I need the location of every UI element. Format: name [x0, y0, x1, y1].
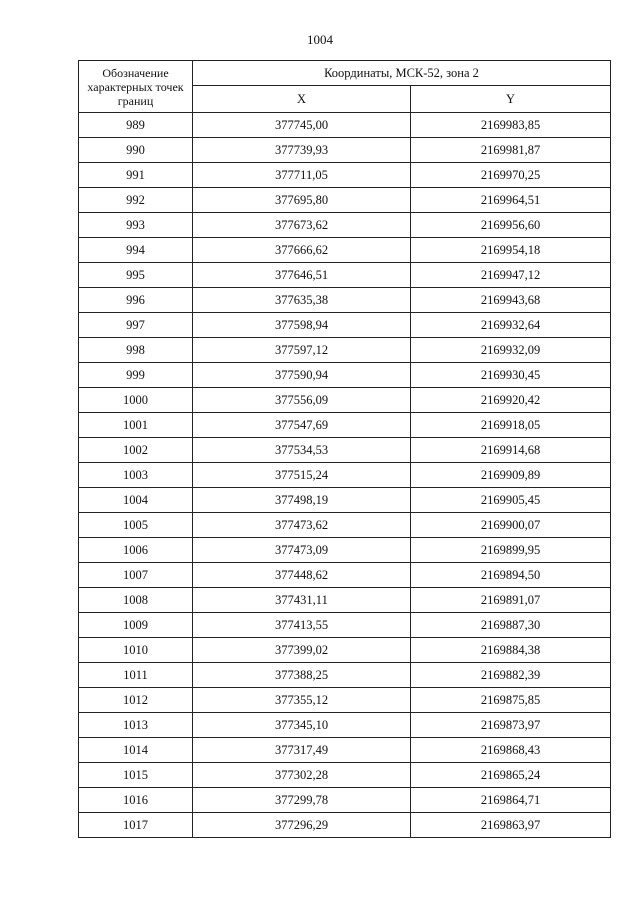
point-number-cell: 999	[79, 363, 193, 388]
y-coordinate-cell: 2169954,18	[411, 238, 611, 263]
point-number-cell: 991	[79, 163, 193, 188]
point-number-cell: 1004	[79, 488, 193, 513]
x-coordinate-cell: 377413,55	[193, 613, 411, 638]
y-coordinate-cell: 2169865,24	[411, 763, 611, 788]
y-coordinate-cell: 2169875,85	[411, 688, 611, 713]
point-number-cell: 990	[79, 138, 193, 163]
y-coordinate-cell: 2169932,64	[411, 313, 611, 338]
table-row	[79, 688, 611, 713]
x-coordinate-cell: 377666,62	[193, 238, 411, 263]
point-number-cell: 995	[79, 263, 193, 288]
table-row	[79, 338, 611, 363]
table-row	[79, 763, 611, 788]
y-coordinate-cell: 2169981,87	[411, 138, 611, 163]
x-coordinate-cell: 377399,02	[193, 638, 411, 663]
point-number-cell: 1015	[79, 763, 193, 788]
x-coordinate-cell: 377547,69	[193, 413, 411, 438]
point-number-cell: 1012	[79, 688, 193, 713]
point-number-cell: 1011	[79, 663, 193, 688]
table-row	[79, 313, 611, 338]
point-number-cell: 998	[79, 338, 193, 363]
x-coordinate-cell: 377355,12	[193, 688, 411, 713]
x-coordinate-cell: 377673,62	[193, 213, 411, 238]
table-row	[79, 638, 611, 663]
y-coordinate-cell: 2169920,42	[411, 388, 611, 413]
y-coordinate-cell: 2169891,07	[411, 588, 611, 613]
table-row	[79, 588, 611, 613]
y-coordinate-cell: 2169943,68	[411, 288, 611, 313]
y-coordinate-cell: 2169970,25	[411, 163, 611, 188]
x-coordinate-cell: 377515,24	[193, 463, 411, 488]
table-row	[79, 438, 611, 463]
y-coordinate-cell: 2169868,43	[411, 738, 611, 763]
table-row	[79, 463, 611, 488]
x-coordinate-cell: 377695,80	[193, 188, 411, 213]
x-coordinate-cell: 377556,09	[193, 388, 411, 413]
table-row	[79, 188, 611, 213]
x-coordinate-cell: 377317,49	[193, 738, 411, 763]
table-row	[79, 488, 611, 513]
y-coordinate-cell: 2169918,05	[411, 413, 611, 438]
y-coordinate-cell: 2169884,38	[411, 638, 611, 663]
table-row	[79, 363, 611, 388]
x-coordinate-cell: 377473,62	[193, 513, 411, 538]
table-row	[79, 138, 611, 163]
point-designation-header: Обозначение характерных точек границ	[79, 61, 193, 113]
table-row	[79, 388, 611, 413]
y-coordinate-cell: 2169930,45	[411, 363, 611, 388]
point-number-cell: 1000	[79, 388, 193, 413]
x-coordinate-cell: 377598,94	[193, 313, 411, 338]
x-coordinate-cell: 377739,93	[193, 138, 411, 163]
x-coordinate-cell: 377590,94	[193, 363, 411, 388]
point-number-cell: 1006	[79, 538, 193, 563]
table-row	[79, 213, 611, 238]
point-number-cell: 1007	[79, 563, 193, 588]
y-coordinate-cell: 2169863,97	[411, 813, 611, 838]
x-coordinate-cell: 377388,25	[193, 663, 411, 688]
table-row	[79, 513, 611, 538]
y-coordinate-cell: 2169887,30	[411, 613, 611, 638]
y-coordinate-cell: 2169983,85	[411, 113, 611, 138]
point-number-cell: 1003	[79, 463, 193, 488]
y-coordinate-cell: 2169864,71	[411, 788, 611, 813]
point-number-cell: 1016	[79, 788, 193, 813]
y-coordinate-cell: 2169914,68	[411, 438, 611, 463]
table-row	[79, 238, 611, 263]
y-column-header: Y	[411, 86, 611, 113]
x-coordinate-cell: 377597,12	[193, 338, 411, 363]
table-row	[79, 263, 611, 288]
x-coordinate-cell: 377473,09	[193, 538, 411, 563]
y-coordinate-cell: 2169873,97	[411, 713, 611, 738]
y-coordinate-cell: 2169956,60	[411, 213, 611, 238]
table-row	[79, 563, 611, 588]
table-row	[79, 813, 611, 838]
point-number-cell: 993	[79, 213, 193, 238]
x-coordinate-cell: 377299,78	[193, 788, 411, 813]
table-row	[79, 663, 611, 688]
y-coordinate-cell: 2169899,95	[411, 538, 611, 563]
y-coordinate-cell: 2169900,07	[411, 513, 611, 538]
point-number-cell: 1009	[79, 613, 193, 638]
table-row	[79, 288, 611, 313]
table-row	[79, 163, 611, 188]
x-coordinate-cell: 377448,62	[193, 563, 411, 588]
point-number-cell: 1010	[79, 638, 193, 663]
y-coordinate-cell: 2169947,12	[411, 263, 611, 288]
table-body	[79, 113, 611, 838]
table-row	[79, 713, 611, 738]
y-coordinate-cell: 2169932,09	[411, 338, 611, 363]
point-number-cell: 996	[79, 288, 193, 313]
x-coordinate-cell: 377431,11	[193, 588, 411, 613]
table-row	[79, 788, 611, 813]
table-row	[79, 413, 611, 438]
point-number-cell: 1017	[79, 813, 193, 838]
point-number-cell: 1002	[79, 438, 193, 463]
page-number: 1004	[307, 32, 333, 47]
x-coordinate-cell: 377302,28	[193, 763, 411, 788]
x-coordinate-cell: 377711,05	[193, 163, 411, 188]
table-row	[79, 113, 611, 138]
point-number-cell: 989	[79, 113, 193, 138]
coordinates-group-header: Координаты, МСК-52, зона 2	[193, 61, 611, 86]
point-number-cell: 1005	[79, 513, 193, 538]
y-coordinate-cell: 2169964,51	[411, 188, 611, 213]
x-column-header: X	[193, 86, 411, 113]
y-coordinate-cell: 2169909,89	[411, 463, 611, 488]
x-coordinate-cell: 377345,10	[193, 713, 411, 738]
y-coordinate-cell: 2169905,45	[411, 488, 611, 513]
x-coordinate-cell: 377296,29	[193, 813, 411, 838]
x-coordinate-cell: 377534,53	[193, 438, 411, 463]
point-number-cell: 1014	[79, 738, 193, 763]
x-coordinate-cell: 377646,51	[193, 263, 411, 288]
point-number-cell: 992	[79, 188, 193, 213]
coordinates-table	[78, 60, 611, 838]
y-coordinate-cell: 2169894,50	[411, 563, 611, 588]
x-coordinate-cell: 377635,38	[193, 288, 411, 313]
point-number-cell: 994	[79, 238, 193, 263]
point-number-cell: 1008	[79, 588, 193, 613]
x-coordinate-cell: 377745,00	[193, 113, 411, 138]
point-number-cell: 1013	[79, 713, 193, 738]
table-row	[79, 613, 611, 638]
point-number-cell: 1001	[79, 413, 193, 438]
point-number-cell: 997	[79, 313, 193, 338]
y-coordinate-cell: 2169882,39	[411, 663, 611, 688]
x-coordinate-cell: 377498,19	[193, 488, 411, 513]
table-row	[79, 538, 611, 563]
table-row	[79, 738, 611, 763]
